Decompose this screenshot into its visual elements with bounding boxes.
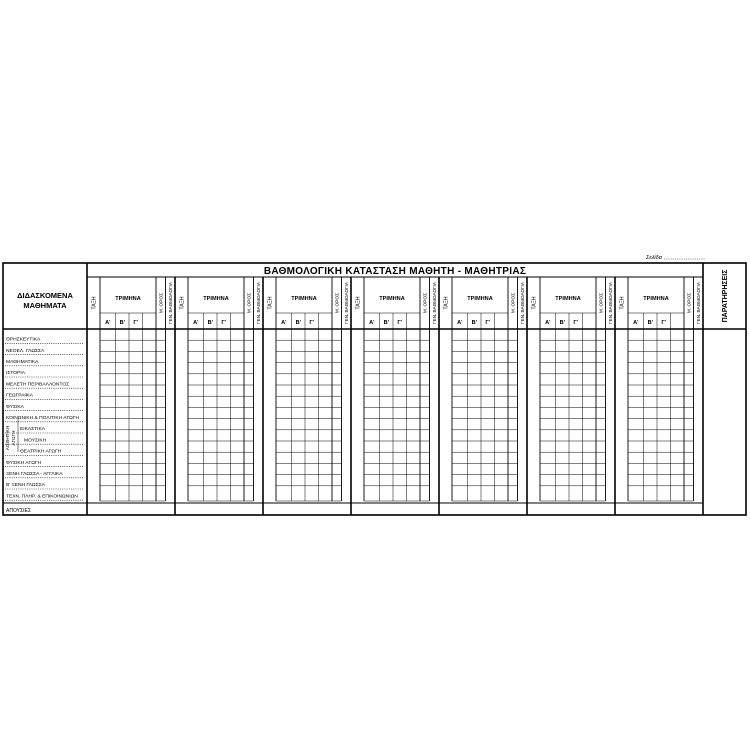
subject-label: ΓΕΩΓΡΑΦΙΑ (6, 393, 33, 399)
subject-label: ΕΙΚΑΣΤΙΚΑ (20, 427, 46, 433)
subject-label: ΞΕΝΗ ΓΛΩΣΣΑ - ΑΓΓΛΙΚΑ (6, 472, 63, 477)
general-average-header: ΓΕΝ. ΒΑΘΜΟΛΟΓΙΑ (608, 282, 614, 324)
class-header: ΤΑΞΗ (91, 296, 98, 310)
average-header: Μ. ΟΡΟΣ (335, 292, 341, 314)
grade-block (92, 277, 174, 501)
term-column-header: Α' (369, 320, 375, 326)
terms-header: ΤΡΙΜΗΝΑ (643, 296, 669, 302)
subject-label: ΦΥΣΙΚΗ ΑΓΩΓΗ (6, 460, 42, 466)
terms-header: ΤΡΙΜΗΝΑ (115, 296, 141, 302)
subject-label: ΝΕΟΕΛ. ΓΛΩΣΣΑ (6, 348, 45, 354)
average-header: Μ. ΟΡΟΣ (599, 292, 605, 314)
class-header: ΤΑΞΗ (531, 296, 538, 310)
term-column-header: Α' (105, 320, 111, 326)
term-column-header: Β' (119, 320, 125, 326)
term-column-header: Β' (471, 320, 477, 326)
term-column-header: Β' (207, 320, 213, 326)
class-header: ΤΑΞΗ (267, 296, 274, 310)
average-header: Μ. ΟΡΟΣ (511, 292, 517, 314)
subject-label: ΜΟΥΣΙΚΗ (24, 438, 47, 444)
terms-header: ΤΡΙΜΗΝΑ (203, 296, 229, 302)
subject-label: ΜΑΘΗΜΑΤΙΚΑ (6, 360, 39, 365)
grade-block (351, 277, 437, 515)
term-column-header: Γ' (309, 320, 315, 326)
subject-label: ΤΕΧΝ. ΠΛΗΡ. & ΕΠΙΚΟΙΝΩΝΙΩΝ (6, 494, 78, 500)
subject-label: Β' ΞΕΝΗ ΓΛΩΣΣΑ (6, 483, 45, 489)
subjects-header-line2: ΜΑΘΗΜΑΤΑ (23, 301, 67, 310)
average-header: Μ. ΟΡΟΣ (159, 292, 165, 314)
class-header: ΤΑΞΗ (443, 296, 450, 310)
term-column-header: Γ' (573, 320, 579, 326)
general-average-header: ΓΕΝ. ΒΑΘΜΟΛΟΓΙΑ (344, 282, 350, 324)
general-average-header: ΓΕΝ. ΒΑΘΜΟΛΟΓΙΑ (168, 282, 174, 324)
subject-label: ΜΕΛΕΤΗ ΠΕΡΙΒΑΛΛΟΝΤΟΣ (6, 382, 70, 388)
term-column-header: Γ' (221, 320, 227, 326)
subject-label: ΘΕΑΤΡΙΚΗ ΑΓΩΓΗ (20, 449, 62, 455)
terms-header: ΤΡΙΜΗΝΑ (291, 296, 317, 302)
general-average-header: ΓΕΝ. ΒΑΘΜΟΛΟΓΙΑ (520, 282, 526, 324)
terms-header: ΤΡΙΜΗΝΑ (467, 296, 493, 302)
grade-block (175, 277, 261, 515)
term-column-header: Α' (633, 320, 639, 326)
subject-label: ΘΡΗΣΚΕΥΤΙΚΑ (6, 337, 41, 343)
average-header: Μ. ΟΡΟΣ (423, 292, 429, 314)
grade-block (615, 277, 701, 515)
grade-block (527, 277, 613, 515)
subject-list (5, 337, 83, 501)
term-column-header: Γ' (133, 320, 139, 326)
form-title: ΒΑΘΜΟΛΟΓΙΚΗ ΚΑΤΑΣΤΑΣΗ ΜΑΘΗΤΗ - ΜΑΘΗΤΡΙΑΣ (263, 266, 527, 277)
terms-header: ΤΡΙΜΗΝΑ (379, 296, 405, 302)
term-column-header: Β' (559, 320, 565, 326)
term-column-header: Β' (295, 320, 301, 326)
subject-label: ΚΟΙΝΩΝΙΚΗ & ΠΟΛΙΤΙΚΗ ΑΓΩΓΗ (6, 416, 80, 421)
remarks-header: ΠΑΡΑΤΗΡΗΣΕΙΣ (722, 269, 729, 323)
grade-block (439, 277, 525, 515)
page-label: Σελίδα (646, 255, 662, 261)
term-column-header: Α' (193, 320, 199, 326)
term-column-header: Β' (647, 320, 653, 326)
term-column-header: Β' (383, 320, 389, 326)
general-average-header: ΓΕΝ. ΒΑΘΜΟΛΟΓΙΑ (432, 282, 438, 324)
class-header: ΤΑΞΗ (355, 296, 362, 310)
general-average-header: ΓΕΝ. ΒΑΘΜΟΛΟΓΙΑ (696, 282, 702, 324)
grade-blocks (92, 277, 702, 515)
aesthetic-group-label-line1: ΑΙΣΘΗΤΙΚΗ (5, 425, 10, 451)
average-header: Μ. ΟΡΟΣ (247, 292, 253, 314)
terms-header: ΤΡΙΜΗΝΑ (555, 296, 581, 302)
term-column-header: Α' (457, 320, 463, 326)
subject-label: ΦΥΣΙΚΑ (6, 404, 24, 410)
grade-block (263, 277, 349, 515)
term-column-header: Γ' (485, 320, 491, 326)
term-column-header: Γ' (397, 320, 403, 326)
subjects-header-line1: ΔΙΔΑΣΚΟΜΕΝΑ (17, 291, 73, 300)
subject-label: ΙΣΤΟΡΙΑ (6, 371, 25, 377)
general-average-header: ΓΕΝ. ΒΑΘΜΟΛΟΓΙΑ (256, 282, 262, 324)
term-column-header: Α' (281, 320, 287, 326)
term-column-header: Γ' (661, 320, 667, 326)
average-header: Μ. ΟΡΟΣ (687, 292, 693, 314)
term-column-header: Α' (545, 320, 551, 326)
class-header: ΤΑΞΗ (619, 296, 626, 310)
class-header: ΤΑΞΗ (179, 296, 186, 310)
absences-label: ΑΠΟΥΣΙΕΣ (6, 508, 31, 514)
aesthetic-group-label-line2: ΑΓΩΓΗ (11, 430, 16, 446)
